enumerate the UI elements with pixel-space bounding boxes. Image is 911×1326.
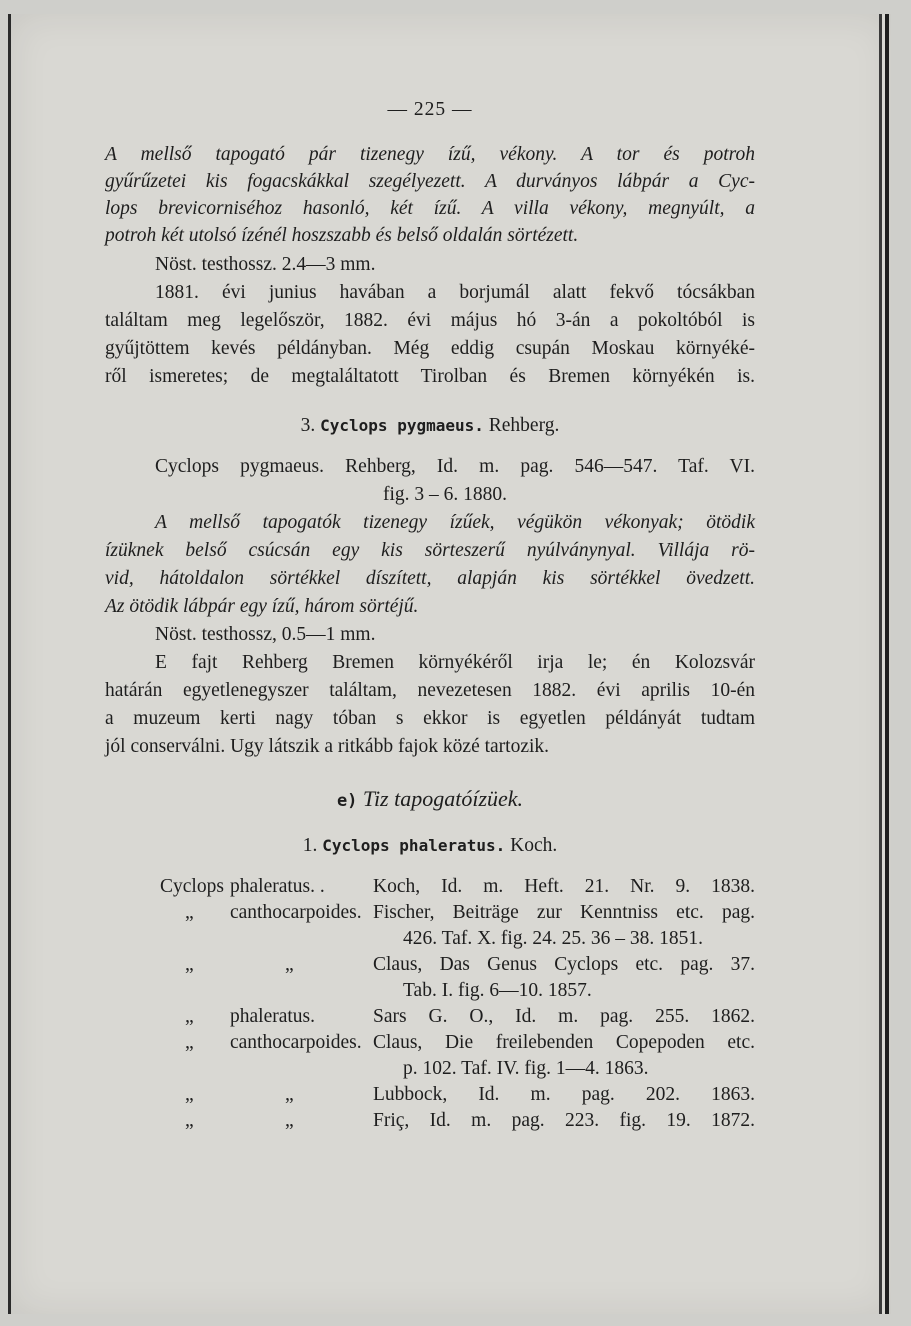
section-heading <box>105 787 755 813</box>
synonym-species: phaleratus. . <box>230 876 325 897</box>
synonym-reference: Tab. I. fig. 6—10. 1857. <box>403 980 592 1001</box>
synonym-reference: p. 102. Taf. IV. fig. 1—4. 1863. <box>403 1058 649 1079</box>
description-line: A mellső tapogatók tizenegy ízűek, végükön vékonyak; ötödik <box>155 512 755 533</box>
species-number: 1. <box>302 835 318 856</box>
description-line: Az ötödik lábpár egy ízű, három sörtéjű. <box>105 596 419 617</box>
species-author: Koch. <box>510 835 558 856</box>
paragraph-line: határán egyetlenegyszer találtam, nevezetesen 1882. évi aprilis 10-én <box>105 680 755 701</box>
synonym-genus: „ <box>185 1006 194 1027</box>
synonym-reference: Lubbock, Id. m. pag. 202. 1863. <box>373 1084 755 1105</box>
binding-edge <box>879 14 889 1314</box>
synonym-reference: Friç, Id. m. pag. 223. fig. 19. 1872. <box>373 1110 755 1131</box>
synonym-species: „ <box>285 1110 294 1131</box>
reference-line: Cyclops pygmaeus. Rehberg, Id. m. pag. 546—547. Taf. VI. <box>155 456 755 477</box>
species-author: Rehberg. <box>488 415 560 436</box>
species-heading <box>105 834 755 858</box>
paragraph-line: ről ismeretes; de megtaláltatott Tirolban és Bremen környékén is. <box>105 366 755 387</box>
section-letter: e) <box>336 791 358 811</box>
synonym-reference: Claus, Die freilebenden Copepoden etc. <box>373 1032 755 1053</box>
synonym-genus: „ <box>185 1084 194 1105</box>
synonym-genus: „ <box>185 1110 194 1131</box>
synonym-species: canthocarpoides. <box>230 902 362 923</box>
species-name: Cyclops phaleratus. <box>322 836 506 855</box>
description-line: lops brevicorniséhoz hasonló, két ízű. A villa vékony, megnyúlt, a <box>105 198 755 219</box>
size-note: Nöst. testhossz, 0.5—1 mm. <box>155 624 376 645</box>
description-line: gyűrűzetei kis fogacskákkal szegélyezett. A durványos lábpár a Cyc- <box>105 171 755 192</box>
description-line: A mellső tapogató pár tizenegy ízű, vékony. A tor és potroh <box>105 144 755 165</box>
paragraph-line: 1881. évi junius havában a borjumál alatt fekvő tócsákban <box>155 282 755 303</box>
reference-line: fig. 3 – 6. 1880. <box>383 484 508 505</box>
page-number: — 225 — <box>387 99 473 120</box>
synonym-genus: „ <box>185 954 194 975</box>
synonym-genus: „ <box>185 902 194 923</box>
species-name: Cyclops pygmaeus. <box>320 416 484 435</box>
paragraph-line: találtam meg legelőször, 1882. évi május hó 3-án a pokoltóból is <box>105 310 755 331</box>
paragraph-line: jól conserválni. Ugy látszik a ritkább fajok közé tartozik. <box>105 736 550 757</box>
synonym-genus: Cyclops <box>160 876 224 897</box>
description-line: ízüknek belső csúcsán egy kis sörteszerű nyúlványnyal. Villája rö- <box>105 540 755 561</box>
paragraph-line: gyűjtöttem kevés példányban. Még eddig csupán Moskau környéké- <box>105 338 755 359</box>
description-line: potroh két utolsó ízénél hoszszabb és belső oldalán sörtézett. <box>105 225 579 246</box>
species-number: 3. <box>300 415 316 436</box>
synonym-genus: „ <box>185 1032 194 1053</box>
synonym-reference: Claus, Das Genus Cyclops etc. pag. 37. <box>373 954 755 975</box>
synonym-species: „ <box>285 954 294 975</box>
species-heading <box>105 414 755 438</box>
section-title: Tiz tapogatóízüek. <box>362 786 524 811</box>
synonym-species: phaleratus. <box>230 1006 316 1027</box>
synonym-reference: Fischer, Beiträge zur Kenntniss etc. pag. <box>373 902 755 923</box>
synonym-reference: Koch, Id. m. Heft. 21. Nr. 9. 1838. <box>373 876 755 897</box>
paragraph-line: a muzeum kerti nagy tóban s ekkor is egyetlen példányát tudtam <box>105 708 755 729</box>
synonym-species: canthocarpoides. <box>230 1032 362 1053</box>
paragraph-line: E fajt Rehberg Bremen környékéről irja le; én Kolozsvár <box>155 652 755 673</box>
size-note: Nöst. testhossz. 2.4—3 mm. <box>155 254 376 275</box>
synonym-species: „ <box>285 1084 294 1105</box>
synonym-reference: Sars G. O., Id. m. pag. 255. 1862. <box>373 1006 755 1027</box>
description-line: vid, hátoldalon sörtékkel díszített, alapján kis sörtékkel övedzett. <box>105 568 755 589</box>
synonym-reference: 426. Taf. X. fig. 24. 25. 36 – 38. 1851. <box>403 928 703 949</box>
